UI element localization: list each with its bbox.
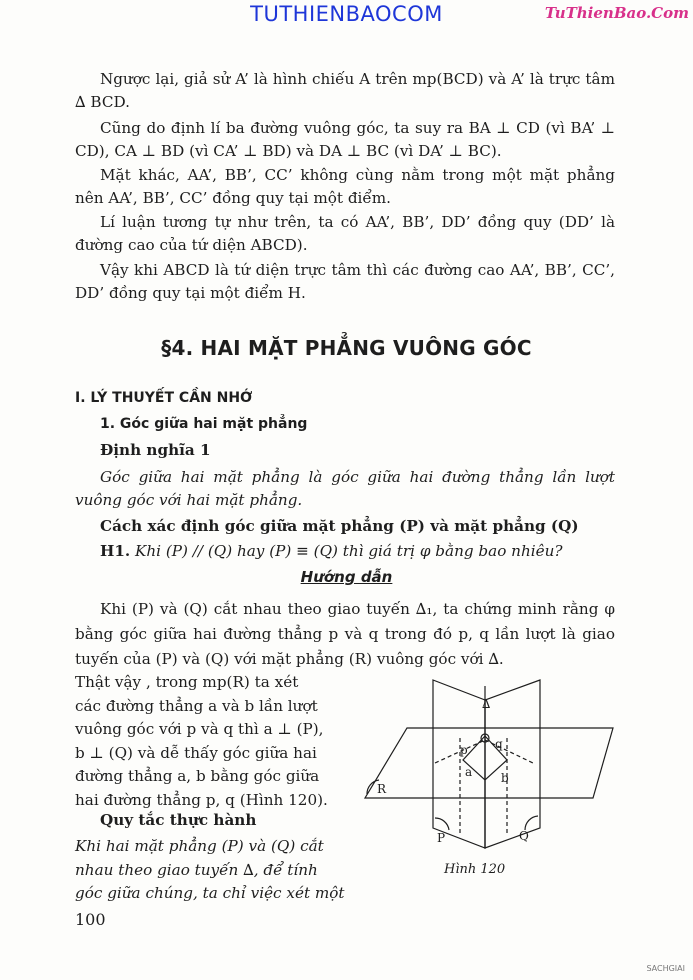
footer-mark: SACHGIAI	[646, 964, 685, 973]
label-delta: ∆	[482, 697, 491, 711]
guide-heading: Hướng dẫn	[300, 568, 393, 586]
proof-line-5: đường thẳng a, b bằng góc giữa	[75, 767, 320, 785]
section-title: §4. HAI MẶT PHẲNG VUÔNG GÓC	[161, 336, 532, 360]
h1-question	[100, 542, 563, 560]
figure-120	[355, 668, 645, 858]
proof-line-6: hai đường thẳng p, q (Hình 120).	[75, 791, 328, 809]
heading-theory: I. LÝ THUYẾT CẦN NHỚ	[75, 390, 253, 406]
proof-line-3: vuông góc với p và q thì a ⊥ (P),	[75, 720, 324, 738]
plane-p	[433, 680, 485, 848]
paragraph-2: Cũng do định lí ba đường vuông góc, ta suy ra BA ⊥ CD (vì BA’ ⊥ CD), CA ⊥ BD (vì CA’ ⊥ BD) và DA ⊥ BC (vì DA’ ⊥ BC).	[75, 119, 615, 160]
paragraph-3: Mặt khác, AA’, BB’, CC’ không cùng nằm trong một mặt phẳng nên AA’, BB’, CC’ đồng quy tại một điểm.	[75, 166, 615, 207]
page-number: 100	[75, 910, 106, 929]
paragraph-5: Vậy khi ABCD là tứ diện trực tâm thì các đường cao AA’, BB’, CC’, DD’ đồng quy tại một điểm H.	[75, 261, 615, 302]
proof-line-1: Thật vậy , trong mp(R) ta xét	[75, 673, 299, 691]
angle-arc-q	[525, 816, 538, 830]
definition-text: Góc giữa hai mặt phẳng là góc giữa hai đường thẳng lần lượt vuông góc với hai mặt phẳng.	[75, 468, 615, 509]
rule-heading: Quy tắc thực hành	[100, 811, 257, 829]
angle-arc-p	[435, 818, 449, 830]
label-q: q	[495, 737, 503, 751]
method-heading: Cách xác định góc giữa mặt phẳng (P) và mặt phẳng (Q)	[100, 517, 579, 535]
h1-label: H1.	[100, 542, 131, 560]
label-p: p	[460, 743, 468, 757]
label-r: R	[377, 782, 387, 796]
label-q-plane: Q	[519, 829, 529, 843]
heading-angle: 1. Góc giữa hai mặt phẳng	[100, 416, 308, 432]
figure-caption: Hình 120	[444, 862, 506, 877]
paragraph-4: Lí luận tương tự như trên, ta có AA’, BB’, DD’ đồng quy (DD’ là đường cao của tứ diện ABCD).	[75, 213, 615, 254]
plane-q	[485, 680, 540, 848]
site-title[interactable]: TUTHIENBAOCOM	[250, 2, 443, 26]
proof-line-4: b ⊥ (Q) và dễ thấy góc giữa hai	[75, 744, 317, 762]
h1-text: Khi (P) // (Q) hay (P) ≡ (Q) thì giá trị φ bằng bao nhiêu?	[130, 542, 563, 560]
definition-label: Định nghĩa 1	[100, 441, 211, 459]
paragraph-1: Ngược lại, giả sử A’ là hình chiếu A trên mp(BCD) và A’ là trực tâm ∆ BCD.	[75, 70, 615, 111]
label-b: b	[501, 771, 509, 785]
rule-line-3: góc giữa chúng, ta chỉ việc xét một	[75, 884, 345, 902]
proof-line-2: các đường thẳng a và b lần lượt	[75, 697, 318, 715]
label-p-plane: P	[437, 831, 446, 845]
rule-line-2: nhau theo giao tuyến ∆, để tính	[75, 861, 318, 879]
rule-line-1: Khi hai mặt phẳng (P) và (Q) cắt	[75, 837, 324, 855]
site-logo: TuThienBao.Com	[544, 4, 689, 22]
label-a: a	[465, 765, 473, 779]
guide-paragraph: Khi (P) và (Q) cắt nhau theo giao tuyến ∆₁, ta chứng minh rằng φ bằng góc giữa hai đường thẳng p và q trong đó p, q lần lượt là giao tuyến của (P) và (Q) với mặt phẳng (R) vuông góc với ∆.	[75, 600, 615, 668]
